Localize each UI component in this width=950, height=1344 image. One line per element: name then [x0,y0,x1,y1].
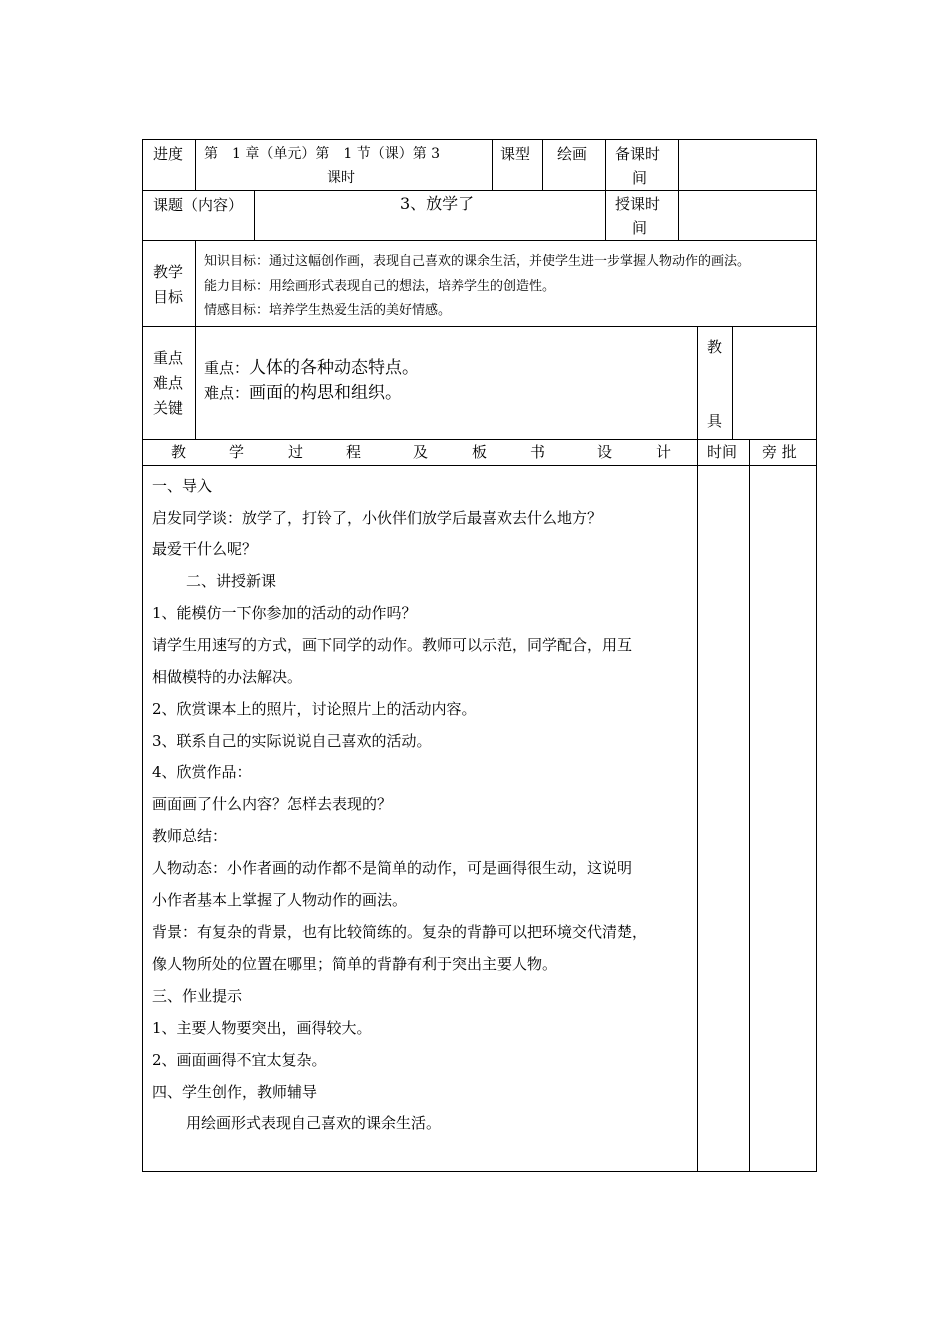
col-divider [697,326,698,440]
col-divider [195,326,196,440]
process-header-char: 学 [229,443,245,461]
goals-label-1: 教学 [153,263,184,281]
tools-label-2: 具 [707,412,723,430]
col-divider [605,139,606,191]
difficulty-prefix: 难点： [204,384,250,402]
time-column-label: 时间 [707,443,738,461]
process-line: 请学生用速写的方式，画下同学的动作。教师可以示范，同学配合，用互 [152,636,633,654]
process-line: 背景：有复杂的背景，也有比较简练的。复杂的背静可以把环境交代清楚， [152,923,648,941]
difficulty-line [204,385,402,402]
process-line: 1、能模仿一下你参加的活动的动作吗？ [152,604,417,622]
process-line: 启发同学谈：放学了，打铃了，小伙伴们放学后最喜欢去什么地方？ [152,509,603,527]
progress-label: 进度 [153,145,184,163]
process-line: 像人物所处的位置在哪里；简单的背静有利于突出主要人物。 [152,955,558,973]
process-header-char: 书 [530,443,546,461]
process-line: 一、导入 [152,477,213,495]
process-line: 教师总结： [152,827,228,845]
process-line: 小作者基本上掌握了人物动作的画法。 [152,891,408,909]
row-divider-key [142,439,817,440]
process-header-char: 设 [597,443,613,461]
col-divider [254,190,255,241]
col-divider [749,439,750,1172]
process-header-char: 计 [656,443,672,461]
process-line: 相做模特的办法解决。 [152,668,303,686]
goal-item: 情感目标：培养学生热爱生活的美好情感。 [204,303,452,318]
col-divider [697,439,698,1172]
goal-item: 能力目标：用绘画形式表现自己的想法，培养学生的创造性。 [204,279,556,294]
key-label-3: 关键 [153,399,184,417]
table-border-top [142,139,817,140]
process-header-char: 及 [413,443,429,461]
prep-time-label-2: 间 [632,169,648,187]
process-line: 三、作业提示 [152,987,243,1005]
col-divider [542,139,543,191]
key-label-2: 难点 [153,374,184,392]
process-header-char: 教 [171,443,187,461]
topic-value: 3、放学了 [400,194,475,213]
prep-time-label-1: 备课时 [615,145,661,163]
process-line: 2、欣赏课本上的照片，讨论照片上的活动内容。 [152,700,477,718]
process-line: 最爱干什么呢？ [152,540,258,558]
col-divider [678,190,679,241]
table-border-left [142,139,143,1172]
type-value: 绘画 [557,145,588,163]
col-divider [732,326,733,440]
teach-time-label-1: 授课时 [615,195,661,213]
row-divider-process-header [142,465,817,466]
col-divider [195,240,196,327]
difficulty-text: 画面的构思和组织。 [249,383,403,403]
goal-item: 知识目标：通过这幅创作画，表现自己喜欢的课余生活，并使学生进一步掌握人物动作的画法。 [204,254,751,269]
process-line: 2、画面画得不宜太复杂。 [152,1051,327,1069]
key-label-1: 重点 [153,349,184,367]
process-line: 四、学生创作，教师辅导 [152,1083,318,1101]
type-label: 课型 [500,145,531,163]
teach-time-label-2: 间 [632,219,648,237]
process-line: 用绘画形式表现自己喜欢的课余生活。 [186,1114,442,1132]
process-line: 1、主要人物要突出，画得较大。 [152,1019,372,1037]
col-divider [195,139,196,191]
process-header-char: 程 [346,443,362,461]
col-divider [678,139,679,191]
notes-column-label: 旁 批 [762,443,797,461]
process-header-char: 过 [288,443,304,461]
goals-label-2: 目标 [153,288,184,306]
process-line: 二、讲授新课 [186,572,277,590]
table-border-right [816,139,817,1172]
process-header-char: 板 [472,443,488,461]
focus-line [204,360,419,377]
process-line: 人物动态：小作者画的动作都不是简单的动作，可是画得很生动，这说明 [152,859,633,877]
process-line: 3、联系自己的实际说说自己喜欢的活动。 [152,732,432,750]
col-divider [492,139,493,191]
topic-label: 课题（内容） [153,196,244,214]
progress-value-line1: 第 1 章（单元）第 1 节（课）第 3 [204,146,441,162]
table-border-bottom [142,1171,817,1172]
row-divider-topic [142,240,817,241]
focus-text: 人体的各种动态特点。 [249,358,420,378]
tools-label-1: 教 [707,338,723,356]
row-divider-goals [142,326,817,327]
focus-prefix: 重点： [204,359,250,377]
process-line: 画面画了什么内容？怎样去表现的？ [152,795,393,813]
process-line: 4、欣赏作品： [152,763,252,781]
progress-value-line2: 课时 [327,170,355,186]
row-divider-header [142,190,817,191]
col-divider [605,190,606,241]
